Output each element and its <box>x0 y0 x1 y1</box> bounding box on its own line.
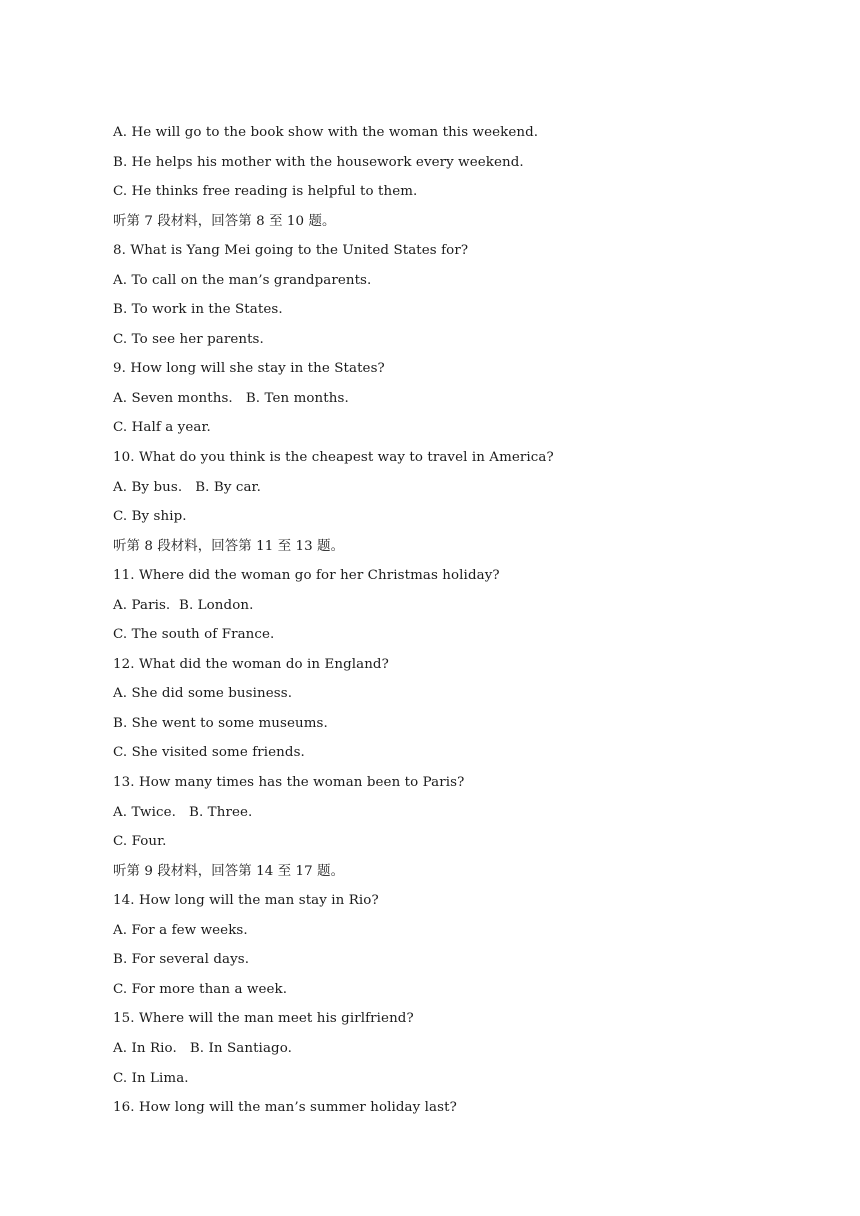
question-14: 14. How long will the man stay in Rio? <box>113 893 379 909</box>
option-7a: A. He will go to the book show with the woman this weekend. <box>113 125 539 140</box>
option-9ab: A. Seven months. B. Ten months. <box>113 390 349 406</box>
question-8: 8. What is Yang Mei going to the United States for? <box>113 243 469 259</box>
section-heading-8: 听第 8 段材料，回答第 11 至 13 题。 <box>113 538 345 554</box>
section-heading-9: 听第 9 段材料，回答第 14 至 17 题。 <box>113 863 345 879</box>
option-8a: A. To call on the man’s grandparents. <box>113 272 372 288</box>
option-11ab: A. Paris. B. London. <box>113 597 254 613</box>
question-13: 13. How many times has the woman been to Paris? <box>113 775 465 791</box>
question-15: 15. Where will the man meet his girlfriend? <box>113 1011 414 1027</box>
question-10: 10. What do you think is the cheapest way to travel in America? <box>113 450 554 466</box>
option-15c: C. In Lima. <box>113 1070 189 1086</box>
option-10c: C. By ship. <box>113 509 187 525</box>
option-7c: C. He thinks free reading is helpful to them. <box>113 184 418 200</box>
question-12: 12. What did the woman do in England? <box>113 656 389 672</box>
option-12c: C. She visited some friends. <box>113 745 305 761</box>
option-14a: A. For a few weeks. <box>113 922 248 938</box>
option-15ab: A. In Rio. B. In Santiago. <box>113 1040 292 1056</box>
option-13c: C. Four. <box>113 834 167 850</box>
option-8b: B. To work in the States. <box>113 302 283 318</box>
document-page <box>113 121 793 1126</box>
option-10ab: A. By bus. B. By car. <box>113 479 261 495</box>
option-11c: C. The south of France. <box>113 627 275 643</box>
option-8c: C. To see her parents. <box>113 331 264 347</box>
option-13ab: A. Twice. B. Three. <box>113 804 253 820</box>
option-14c: C. For more than a week. <box>113 981 288 997</box>
section-heading-7: 听第 7 段材料，回答第 8 至 10 题。 <box>113 213 336 229</box>
option-14b: B. For several days. <box>113 952 250 968</box>
question-16: 16. How long will the man’s summer holiday last? <box>113 1100 457 1116</box>
option-9c: C. Half a year. <box>113 420 211 436</box>
option-12a: A. She did some business. <box>113 686 293 702</box>
option-12b: B. She went to some museums. <box>113 715 328 731</box>
option-7b: B. He helps his mother with the housework every weekend. <box>113 154 524 170</box>
question-11: 11. Where did the woman go for her Christmas holiday? <box>113 568 500 584</box>
question-9: 9. How long will she stay in the States? <box>113 361 385 377</box>
